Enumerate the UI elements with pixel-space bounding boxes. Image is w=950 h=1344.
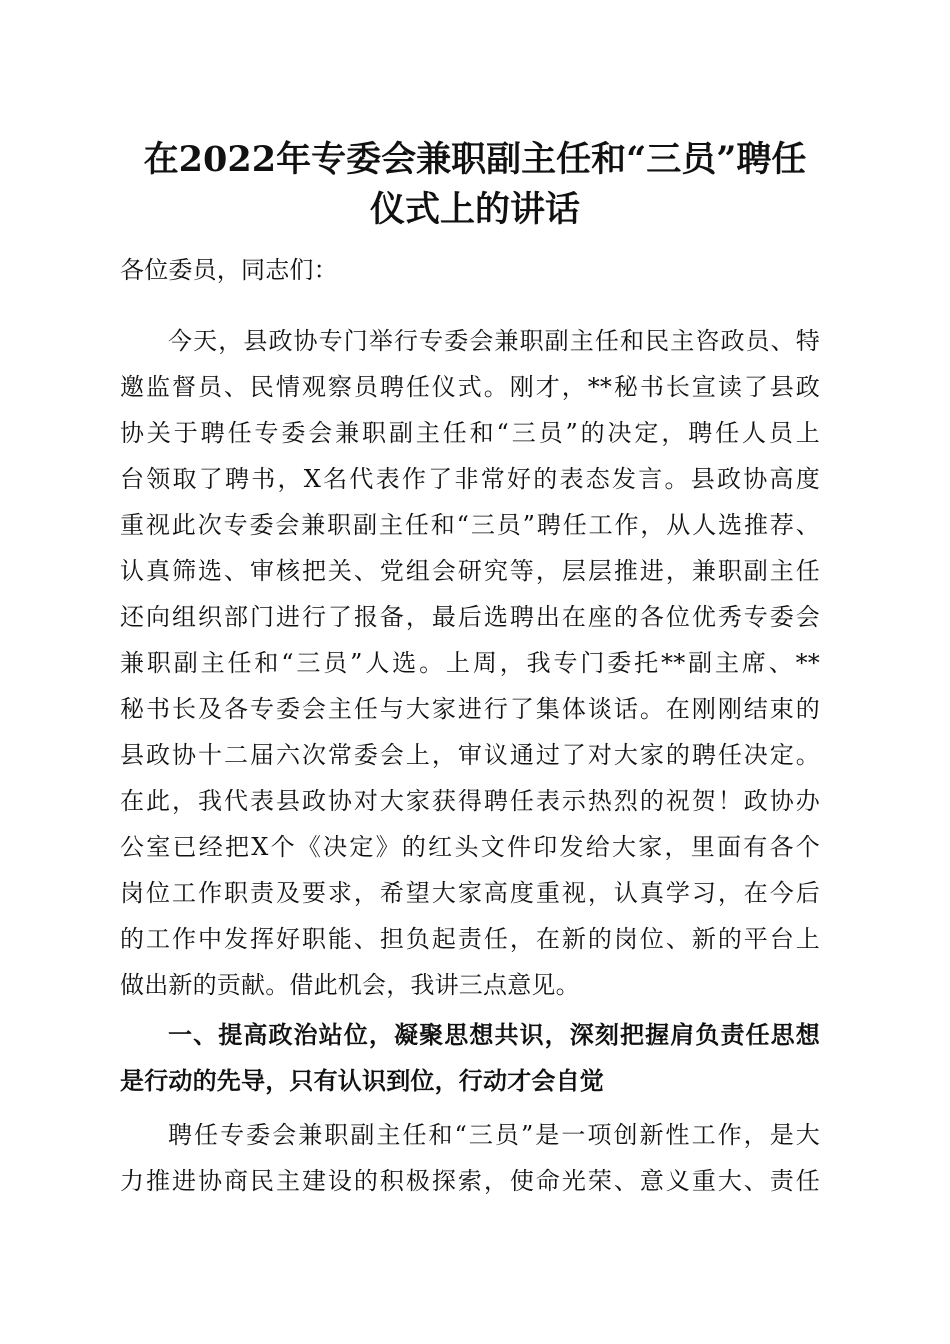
- paragraph-line: 做出新的贡献。借此机会，我讲三点意见。: [120, 971, 580, 999]
- paragraph-line: 协关于聘任专委会兼职副主任和“三员”的决定，聘任人员上: [120, 419, 820, 447]
- section-heading-line: 一、提高政治站位，凝聚思想共识，深刻把握肩负责任思想: [168, 1021, 820, 1049]
- paragraph-line: 今天，县政协专门举行专委会兼职副主任和民主咨政员、特: [168, 327, 820, 355]
- paragraph-line: 的工作中发挥好职能、担负起责任，在新的岗位、新的平台上: [120, 925, 820, 953]
- paragraph-line: 兼职副主任和“三员”人选。上周，我专门委托**副主席、**: [120, 649, 820, 677]
- salutation: 各位委员，同志们：: [120, 256, 338, 284]
- paragraph-line: 台领取了聘书，X名代表作了非常好的表态发言。县政协高度: [120, 465, 820, 493]
- document-title-line-2: 仪式上的讲话: [369, 189, 580, 230]
- paragraph-line: 力推进协商民主建设的积极探索，使命光荣、意义重大、责任: [120, 1167, 820, 1195]
- paragraph-line: 县政协十二届六次常委会上，审议通过了对大家的聘任决定。: [120, 741, 820, 769]
- section-heading-line: 是行动的先导，只有认识到位，行动才会自觉: [120, 1067, 604, 1095]
- paragraph-line: 重视此次专委会兼职副主任和“三员”聘任工作，从人选推荐、: [120, 511, 820, 539]
- paragraph-line: 还向组织部门进行了报备，最后选聘出在座的各位优秀专委会: [120, 603, 820, 631]
- paragraph-line: 在此，我代表县政协对大家获得聘任表示热烈的祝贺！政协办: [120, 787, 820, 815]
- paragraph-line: 秘书长及各专委会主任与大家进行了集体谈话。在刚刚结束的: [120, 695, 820, 723]
- document-title-line-1: 在2022年专委会兼职副主任和“三员”聘任: [143, 139, 807, 180]
- paragraph-line: 公室已经把X个《决定》的红头文件印发给大家，里面有各个: [120, 833, 820, 861]
- paragraph-line: 聘任专委会兼职副主任和“三员”是一项创新性工作，是大: [168, 1121, 820, 1149]
- paragraph-line: 认真筛选、审核把关、党组会研究等，层层推进，兼职副主任: [120, 557, 820, 585]
- paragraph-line: 邀监督员、民情观察员聘任仪式。刚才，**秘书长宣读了县政: [120, 373, 820, 401]
- paragraph-line: 岗位工作职责及要求，希望大家高度重视，认真学习，在今后: [120, 879, 820, 907]
